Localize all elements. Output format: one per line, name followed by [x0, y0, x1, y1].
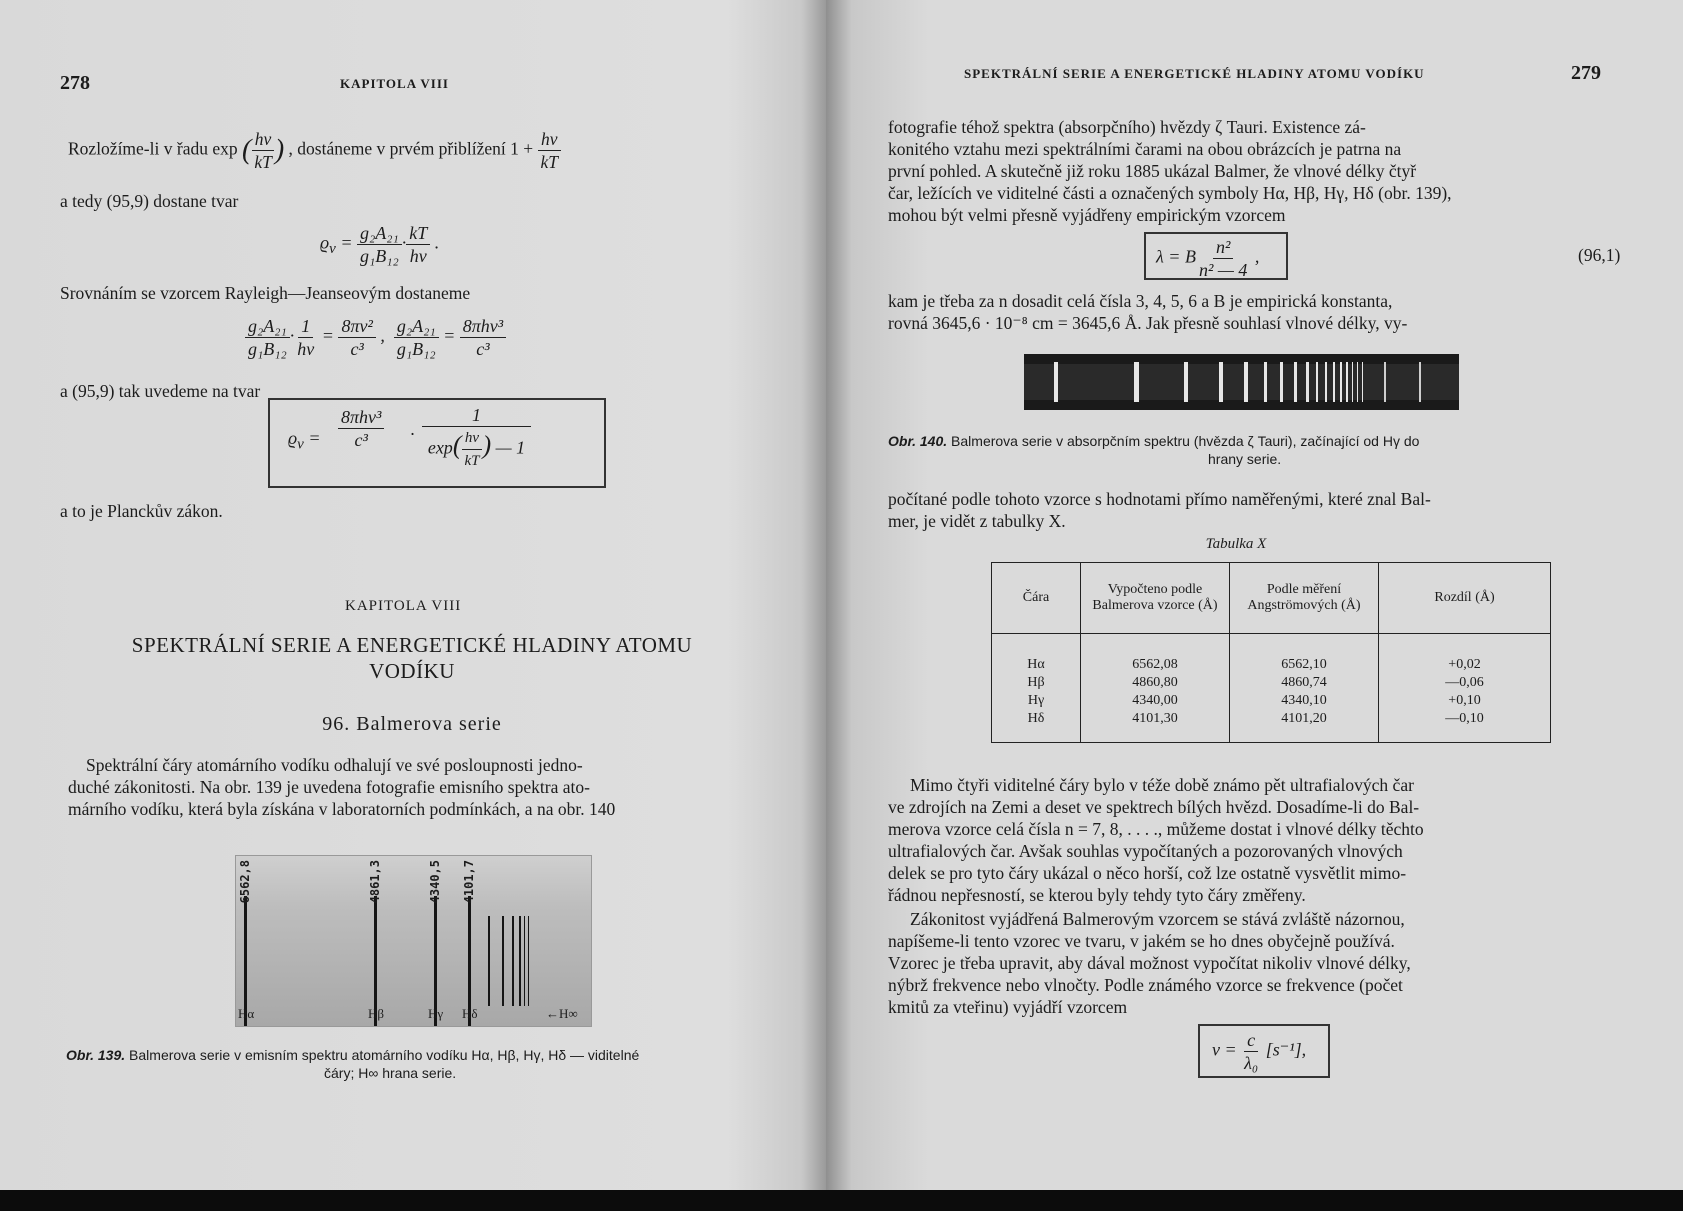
table-header: Podle měření Angströmových (Å) [1230, 563, 1379, 634]
text-line: mer, je vidět z tabulky X. [888, 511, 1066, 531]
wavelength-label: 4861,3 [368, 860, 382, 904]
cell-value: +0,02 [1448, 657, 1481, 672]
chapter-title-line: SPEKTRÁLNÍ SERIE A ENERGETICKÉ HLADINY ATOMU [131, 633, 693, 657]
frequency-formula-box: ν = $\frac{c}{\text{λ₀}}$ [s⁻¹], [1198, 1024, 1330, 1078]
text-line: první pohled. A skutečně již roku 1885 ukázal Balmer, že vlnové délky čtyř [888, 161, 1417, 181]
table-header-row [992, 563, 1551, 634]
cell-value: 6562,08 [1132, 657, 1178, 672]
figure-139-caption [66, 1046, 766, 1082]
chapter-title-line: VODÍKU [369, 659, 455, 683]
scan-border [0, 1190, 1683, 1211]
figure-140-caption [888, 432, 1633, 468]
equation-comparison: $\frac{\text{g₂A₂₁}}{\text{g₁B₁₂}}$ · $\frac{1}{h\nu}$ = $\frac{\text{8πν²}}{\text{c³}}$ , $\frac{\text{g₂A₂₁}}{\text{g₁B₁₂}}$ = $\frac{\text{8πhν³}}{\text{c³}}$ [245, 315, 506, 360]
cell-value: 4101,20 [1281, 711, 1327, 726]
cell-value: Hγ [1027, 693, 1045, 708]
table-x [991, 562, 1551, 743]
text-line: počítané podle tohoto vzorce s hodnotami přímo naměřenými, které znal Bal- [888, 489, 1431, 509]
paragraph-expansion: Rozložíme-li v řadu exp ( $\frac{h\nu}{kT}$ ) , dostáneme v prvém přiblížení 1 + $\frac{h\nu}{kT}$ [68, 128, 561, 173]
wavelength-label: 4340,5 [428, 860, 442, 904]
text-line: mohou být velmi přesně vyjádřeny empirickým vzorcem [888, 205, 1286, 225]
table-header: Vypočteno podle Balmerova vzorce (Å) [1081, 563, 1230, 634]
spectral-line [519, 916, 521, 1006]
text-span: Rozložíme-li v řadu exp [68, 138, 238, 159]
table-cell [1230, 634, 1379, 743]
text-line: Mimo čtyři viditelné čáry bylo v téže době známo pět ultrafialových čar [910, 775, 1414, 795]
table-cell [992, 634, 1081, 743]
spectral-line [512, 916, 514, 1006]
cell-value: —0,10 [1445, 711, 1484, 726]
running-head: KAPITOLA VIII [340, 76, 449, 91]
cell-value: 6562,10 [1281, 657, 1327, 672]
spectral-line [488, 916, 490, 1006]
paragraph-planck: a to je Planckův zákon. [60, 501, 223, 521]
text-line: delek se pro tyto čáry ukázal o něco horší, což lze ostatně vysvětlit mimo- [888, 863, 1407, 883]
caption-text: Balmerova serie v absorpčním spektru (hvězda ζ Tauri), začínající od Hγ do [951, 433, 1420, 449]
text-line: kam je třeba za n dosadit celá čísla 3, 4, 5, 6 a B je empirická konstanta, [888, 291, 1393, 311]
chapter-title [62, 632, 762, 684]
line-label: Hγ [428, 1006, 444, 1021]
text-line: Vzorec je třeba upravit, aby dával možnost vypočítat nikoliv vlnové délky, [888, 953, 1411, 973]
running-head: SPEKTRÁLNÍ SERIE A ENERGETICKÉ HLADINY ATOMU VODÍKU [964, 66, 1425, 81]
equation-number: (96,1) [1578, 245, 1621, 265]
paragraph-balmer-intro [888, 116, 1633, 226]
caption-text: hrany serie. [1208, 451, 1282, 467]
text-line: Zákonitost vyjádřená Balmerovým vzorcem se stává zvláště názornou, [910, 909, 1405, 929]
h-infinity-label: ←H∞ [546, 1006, 578, 1021]
spectral-line [528, 916, 529, 1006]
text-line: kmitů za vteřinu) vyjádří vzorcem [888, 997, 1128, 1017]
table-header: Rozdíl (Å) [1379, 563, 1551, 634]
figure-number: Obr. 139. [66, 1047, 126, 1063]
cell-value: 4340,00 [1132, 693, 1178, 708]
text-line: ve zdrojích na Zemi a deset ve spektrech bílých hvězd. Dosadíme-li do Bal- [888, 797, 1420, 817]
absorption-spectrum-figure [1024, 354, 1459, 410]
paragraph-table-intro [888, 488, 1633, 532]
paragraph: Srovnáním se vzorcem Rayleigh—Jeanseovým dostaneme [60, 283, 471, 303]
paragraph-frequency [888, 908, 1633, 1018]
table-header: Čára [992, 563, 1081, 634]
text-line: rovná 3645,6 · 10⁻⁸ cm = 3645,6 Å. Jak přesně souhlasí vlnové délky, vy- [888, 313, 1408, 333]
cell-value: Hβ [1027, 675, 1045, 690]
text-line: merova vzorce celá čísla n = 7, 8, . . . ., můžeme dostat i vlnové délky těchto [888, 819, 1424, 839]
text-span: , dostáneme v prvém přiblížení 1 + [288, 138, 534, 159]
text-line: nýbrž frekvence nebo vlnočty. Podle známého vzorce se frekvence (počet [888, 975, 1403, 995]
section-title: 96. Balmerova serie [322, 713, 502, 735]
spectral-line [502, 916, 504, 1006]
table-cell [1081, 634, 1230, 743]
right-page [826, 0, 1683, 1190]
cell-value: 4101,30 [1132, 711, 1178, 726]
table-cell [1379, 634, 1551, 743]
text-line: napíšeme-li tento vzorec ve tvaru, v jakém se ho dnes obyčejně používá. [888, 931, 1395, 951]
paragraph: a tedy (95,9) dostane tvar [60, 191, 239, 211]
page-number: 279 [1571, 62, 1601, 84]
text-line: čar, ležících ve viditelné části a označených symboly Hα, Hβ, Hγ, Hδ (obr. 139), [888, 183, 1452, 203]
line-label: Hβ [368, 1006, 385, 1021]
cell-value: Hα [1027, 657, 1045, 672]
wavelength-label: 6562,8 [238, 860, 252, 904]
paragraph: a (95,9) tak uvedeme na tvar [60, 381, 261, 401]
line-label: Hδ [462, 1006, 478, 1021]
text-line: fotografie téhož spektra (absorpčního) hvězdy ζ Tauri. Existence zá- [888, 117, 1366, 137]
balmer-formula-box: λ = B $\frac{\text{n²}}{\text{n² — 4}}$ , [1144, 232, 1288, 280]
paragraph-constants [888, 290, 1633, 334]
left-page [0, 0, 826, 1190]
table-row [992, 634, 1551, 743]
planck-law-box: $ϱ_\nu$ = $\frac{\text{8πhν³}}{\text{c³}}$ · 1 exp( $\frac{h\nu}{kT}$ ) — 1 [268, 398, 606, 488]
paragraph-ultraviolet [888, 774, 1633, 906]
wavelength-label: 4101,7 [462, 860, 476, 904]
body-line: Spektrální čáry atomárního vodíku odhalují ve své posloupnosti jedno- [86, 755, 583, 775]
spectral-line [524, 916, 525, 1006]
line-label: Hα [238, 1006, 255, 1021]
chapter-label: KAPITOLA VIII [345, 598, 462, 614]
absorption-lines [1024, 354, 1459, 410]
body-line: duché zákonitosti. Na obr. 139 je uvedena fotografie emisního spektra ato- [68, 777, 590, 797]
cell-value: 4860,80 [1132, 675, 1178, 690]
text-line: řádnou nepřesností, se kterou byly tehdy tyto čáry změřeny. [888, 885, 1306, 905]
table-title: Tabulka X [1205, 536, 1267, 552]
cell-value: Hδ [1027, 711, 1045, 726]
cell-value: +0,10 [1448, 693, 1481, 708]
caption-text: čáry; H∞ hrana serie. [324, 1065, 457, 1081]
body-line: márního vodíku, která byla získána v laboratorních podmínkách, a na obr. 140 [68, 799, 616, 819]
text-line: ultrafialových čar. Avšak souhlas vypočítaných a pozorovaných vlnových [888, 841, 1403, 861]
figure-number: Obr. 140. [888, 433, 948, 449]
text-line: konitého vztahu mezi spektrálními čarami na obou obrázcích je patrna na [888, 139, 1402, 159]
cell-value: —0,06 [1445, 675, 1484, 690]
cell-value: 4340,10 [1281, 693, 1327, 708]
equation-rho-kt: $ϱ_\nu$ = $\frac{\text{g₂A₂₁}}{\text{g₁B₁₂}}$ · $\frac{kT}{h\nu}$ . [320, 223, 440, 266]
emission-spectrum-figure [235, 855, 592, 1027]
cell-value: 4860,74 [1281, 675, 1327, 690]
page-number: 278 [60, 72, 90, 94]
caption-text: Balmerova serie v emisním spektru atomárního vodíku Hα, Hβ, Hγ, Hδ — viditelné [129, 1047, 640, 1063]
